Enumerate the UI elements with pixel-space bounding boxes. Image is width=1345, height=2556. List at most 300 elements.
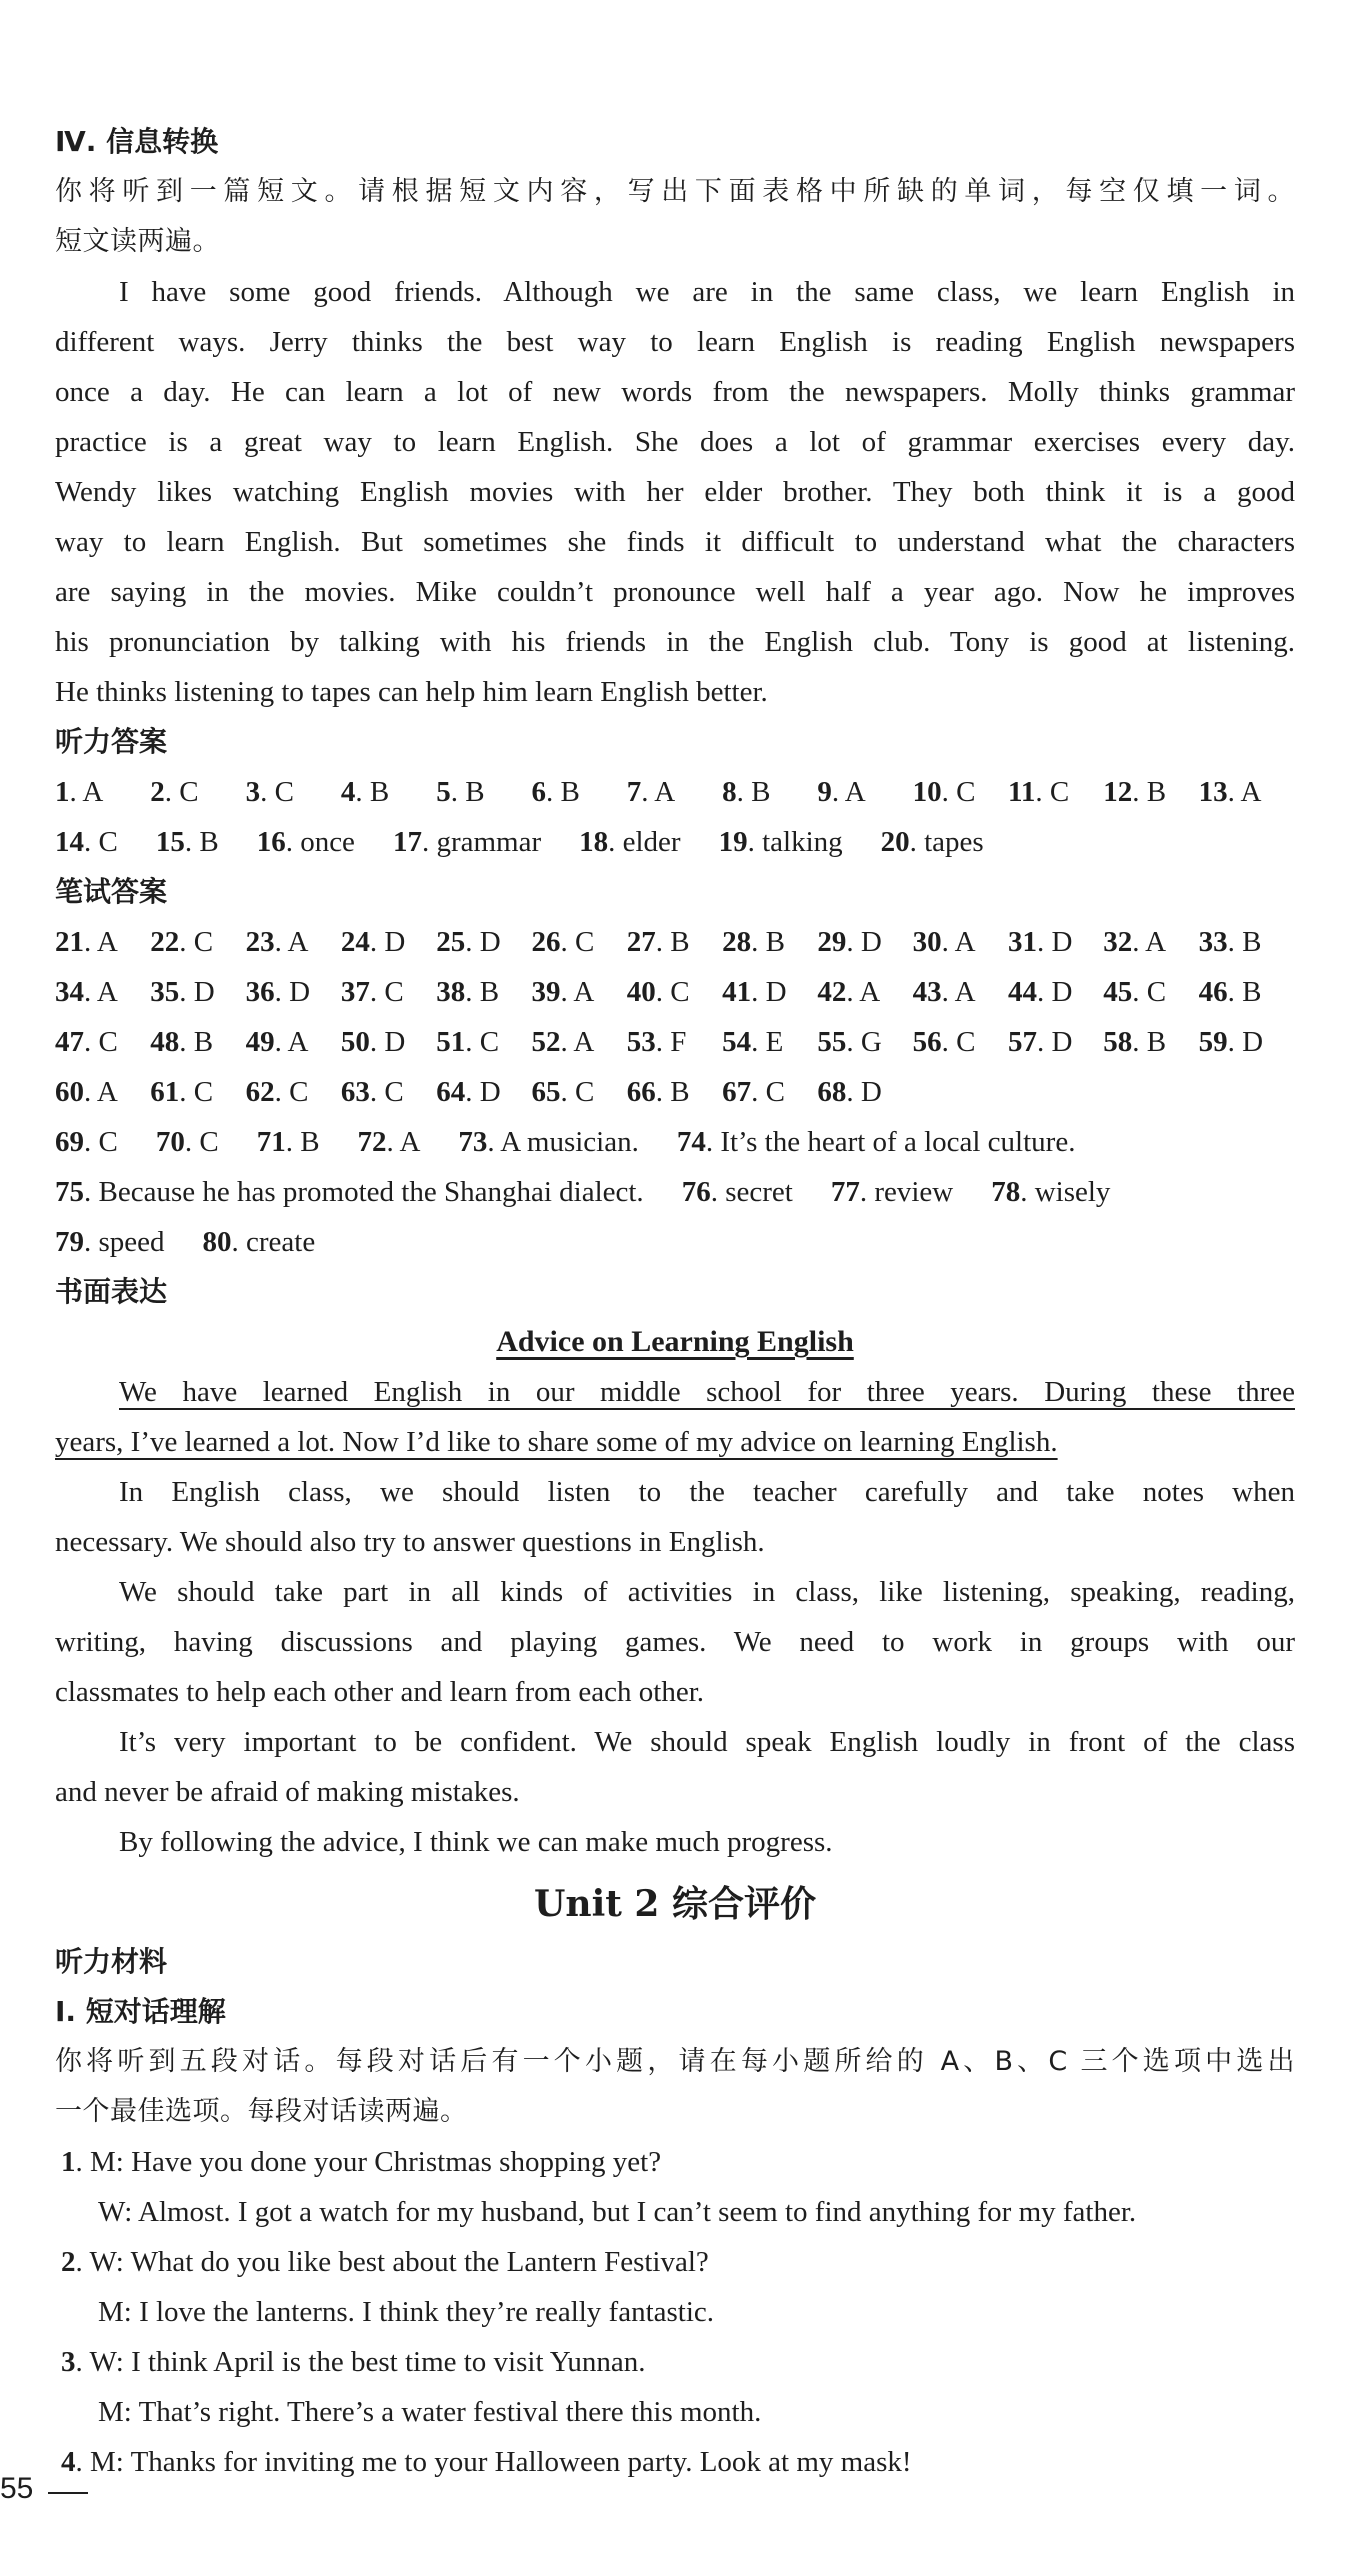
question-number: 73 [458,1126,488,1158]
answer-item [150,917,245,967]
answer-value: elder [622,826,681,858]
answer-item [203,1226,316,1258]
number-separator: . [369,1076,385,1108]
number-separator: . [84,926,97,958]
answer-item [341,917,436,967]
question-number: 54 [722,1026,752,1058]
answer-item [246,967,341,1017]
number-separator: . [184,826,200,858]
dialogue-text: M: Thanks for inviting me to your Halloween party. Look at my mask! [90,2446,912,2478]
answer-item [436,917,531,967]
answer-value: D [860,926,882,958]
answer-value: wisely [1034,1176,1111,1208]
answer-value: C [384,1076,404,1108]
question-number: 20 [880,826,910,858]
answer-value: D [384,1026,406,1058]
answer-value: A [859,976,881,1008]
question-number: 13 [1198,776,1228,808]
instructions-line: 你将听到一篇短文。请根据短文内容，写出下面表格中所缺的单词，每空仅填一词。 [55,176,1295,207]
page-number-dash [48,2492,88,2494]
answer-item [358,1126,421,1158]
question-number: 71 [256,1126,286,1158]
answer-item [881,826,984,858]
number-separator: . [705,1126,721,1158]
essay-line: It’s very important to be confident. We should speak English loudly in front of the class [119,1726,1295,1758]
answer-item [531,767,626,817]
answer-value: B [479,976,500,1008]
number-separator: . [1020,1176,1035,1208]
answer-value: D [289,976,311,1008]
question-number: 59 [1198,1026,1228,1058]
number-separator: . [859,1176,875,1208]
number-separator: . [710,1176,726,1208]
question-number: 62 [245,1076,275,1108]
answer-item [817,767,912,817]
answer-item [341,767,436,817]
instructions-line: 一个最佳选项。每段对话读两遍。 [55,2096,468,2127]
answer-item [722,917,817,967]
number-separator: . [846,926,861,958]
question-number: 77 [830,1176,860,1208]
answer-value: speed [98,1226,165,1258]
answer-item [831,1176,953,1208]
answer-value: B [560,776,580,808]
answer-value: D [193,976,215,1008]
question-number: 70 [155,1126,185,1158]
question-number: 65 [531,1076,561,1108]
answer-value: C [98,1126,118,1158]
number-separator: . [75,2146,90,2178]
answer-item [817,967,912,1017]
answer-item [156,826,219,858]
passage-line: Wendy likes watching English movies with her elder brother. They both think it is a good [55,476,1295,508]
answer-value: secret [725,1176,793,1208]
answer-item [436,1067,531,1117]
answer-value: C [956,776,976,808]
number-separator: . [84,1076,97,1108]
answer-value: B [670,926,690,958]
dialogue-line: W: Almost. I got a watch for my husband, but I can’t seem to find anything for my father. [98,2196,1137,2228]
question-number: 25 [436,926,466,958]
answer-value: A [96,976,118,1008]
answer-item [341,1017,436,1067]
answer-value: A [573,1026,595,1058]
dialogue-line [55,2337,1295,2387]
question-number: 42 [817,976,847,1008]
answer-value: C [98,1026,118,1058]
answer-item [150,767,245,817]
number-separator: . [560,926,575,958]
answer-value: B [300,1126,320,1158]
answer-item [1008,917,1103,967]
essay-title: Advice on Learning English [496,1325,854,1358]
number-separator: . [641,776,655,808]
number-separator: . [285,1126,301,1158]
answer-item [55,826,118,858]
question-number: 39 [531,976,561,1008]
answer-item [436,767,531,817]
answer-value: B [1242,976,1262,1008]
question-number: 34 [55,976,84,1008]
essay-line: We have learned English in our middle school for three years. During these three [119,1376,1295,1408]
essay-line: We should take part in all kinds of activities in class, like listening, speaking, reading, [119,1576,1295,1608]
passage-line: He thinks listening to tapes can help him learn English better. [55,676,768,708]
answer-item [1199,1017,1294,1067]
answer-value: tapes [924,826,984,858]
written-answers-row [55,1217,1295,1267]
question-number: 7 [626,776,642,808]
page-content [55,117,1295,2487]
number-separator: . [274,926,288,958]
essay-line: and never be afraid of making mistakes. [55,1776,520,1808]
answer-value: B [193,1026,214,1058]
answer-value: C [193,926,214,958]
answer-value: C [956,1026,976,1058]
answer-value: C [98,826,118,858]
question-number: 75 [55,1176,84,1208]
essay-line: classmates to help each other and learn from each other. [55,1676,705,1708]
written-answers-grid [55,917,1295,1117]
number-separator: . [751,1026,766,1058]
answer-item [150,1017,245,1067]
answer-value: B [369,776,390,808]
answer-value: B [751,776,771,808]
answer-item [150,967,245,1017]
question-number: 41 [722,976,752,1008]
section-heading: Ⅳ. 信息转换 [55,125,219,158]
question-number: 12 [1103,776,1133,808]
question-number: 56 [912,1026,942,1058]
answer-item [55,967,150,1017]
question-number: 74 [676,1126,706,1158]
written-answers-row [55,1117,1295,1167]
question-number: 40 [626,976,656,1008]
answer-item [1199,967,1294,1017]
answer-value: C [670,976,690,1008]
answer-item [1103,967,1198,1017]
number-separator: . [369,926,385,958]
number-separator: . [1227,1026,1243,1058]
number-separator: . [941,926,955,958]
writing-heading: 书面表达 [55,1275,168,1308]
number-separator: . [909,826,925,858]
answer-item [1008,1017,1103,1067]
answer-item [531,1067,626,1117]
listening-answers-row [55,817,1295,867]
question-number: 68 [817,1076,847,1108]
answer-item [246,1067,341,1117]
answer-item [682,1176,793,1208]
number-separator: . [560,1076,575,1108]
number-separator: . [184,1126,200,1158]
answer-item [722,967,817,1017]
number-separator: . [846,1076,861,1108]
answer-value: A [287,926,309,958]
essay-line: By following the advice, I think we can make much progress. [119,1826,833,1858]
question-number: 66 [626,1076,656,1108]
answer-value: A [96,1076,118,1108]
number-separator: . [545,776,561,808]
answer-value: B [1146,776,1167,808]
number-separator: . [274,1026,288,1058]
answer-item [1199,917,1294,967]
question-number: 5 [436,776,451,808]
number-separator: . [84,1126,99,1158]
question-number: 51 [436,1026,466,1058]
number-separator: . [1227,976,1243,1008]
page-number: 55 [0,2472,34,2505]
answer-value: A musician. [500,1126,639,1158]
number-separator: . [1227,926,1243,958]
answer-item [627,1067,722,1117]
question-number: 57 [1007,1026,1037,1058]
answer-value: D [1051,1026,1073,1058]
answer-item [150,1067,245,1117]
answer-item [55,767,150,817]
number-separator: . [941,976,955,1008]
number-separator: . [1132,926,1146,958]
answer-value: D [1242,1026,1264,1058]
answer-item [55,917,150,967]
answer-item [913,1017,1008,1067]
question-number: 47 [55,1026,84,1058]
answer-value: C [274,776,294,808]
number-separator: . [84,1176,99,1208]
question-number: 53 [626,1026,656,1058]
number-separator: . [1132,776,1147,808]
number-separator: . [231,1226,247,1258]
question-number: 30 [912,926,942,958]
passage-line: way to learn English. But sometimes she finds it difficult to understand what the characters [55,526,1295,558]
answer-item [341,1067,436,1117]
number-separator: . [75,2446,90,2478]
written-answers-row [55,1167,1295,1217]
question-number: 33 [1198,926,1228,958]
number-separator: . [655,1076,671,1108]
number-separator: . [164,776,180,808]
number-separator: . [655,1026,671,1058]
essay-line: necessary. We should also try to answer questions in English. [55,1526,765,1558]
passage-line: I have some good friends. Although we are in the same class, we learn English in [119,276,1295,308]
answer-value: G [860,1026,882,1058]
number-separator: . [1035,776,1050,808]
question-number: 4 [340,776,356,808]
answer-item [55,1067,150,1117]
answer-item [913,767,1008,817]
answer-item [246,767,341,817]
answer-value: B [670,1076,690,1108]
question-number: 18 [579,826,609,858]
question-number: 52 [531,1026,561,1058]
answer-item [913,917,1008,967]
number-separator: . [84,1026,99,1058]
answer-item [1199,767,1294,817]
question-number: 78 [991,1176,1021,1208]
answer-value: once [300,826,355,858]
number-separator: . [1132,1026,1147,1058]
answer-value: C [179,776,199,808]
instructions-line: 你将听到五段对话。每段对话后有一个小题，请在每小题所给的 A、B、C 三个选项中选出 [55,2046,1295,2077]
answer-item [722,767,817,817]
dialogue-text: M: Have you done your Christmas shopping yet? [90,2146,662,2178]
question-number: 11 [1007,776,1036,808]
number-separator: . [179,1026,194,1058]
written-answers-heading: 笔试答案 [55,875,168,908]
question-number: 63 [340,1076,370,1108]
answer-item [458,1126,638,1158]
number-separator: . [846,1026,861,1058]
answer-value: C [193,1076,214,1108]
question-number: 26 [531,926,561,958]
question-number: 23 [245,926,275,958]
question-number: 50 [340,1026,370,1058]
answer-value: C [765,1076,785,1108]
number-separator: . [655,976,671,1008]
number-separator: . [369,1026,385,1058]
answer-value: C [384,976,404,1008]
number-separator: . [75,2246,90,2278]
answer-value: review [874,1176,954,1208]
answer-value: C [289,1076,309,1108]
number-separator: . [84,826,99,858]
answer-value: B [765,926,785,958]
number-separator: . [1036,1026,1052,1058]
question-number: 58 [1103,1026,1133,1058]
answer-item [246,917,341,967]
answer-value: D [1051,926,1073,958]
dialogues [55,2137,1295,2487]
answer-value: C [1146,976,1167,1008]
dialogue-line [55,2137,1295,2187]
answer-value: It’s the heart of a local culture. [720,1126,1076,1158]
answer-item [55,1226,165,1258]
question-number: 35 [150,976,180,1008]
question-number: 2 [150,776,165,808]
answer-value: Because he has promoted the Shanghai dialect. [98,1176,644,1208]
number-separator: . [355,776,370,808]
listening-answers-heading: 听力答案 [55,725,168,758]
answer-value: A [1240,776,1262,808]
number-separator: . [655,926,671,958]
answer-item [627,1017,722,1067]
answer-item [393,826,541,858]
question-number: 72 [357,1126,387,1158]
number-separator: . [274,976,290,1008]
number-separator: . [846,976,860,1008]
dialogue-number: 4 [61,2446,76,2478]
answer-value: D [1051,976,1073,1008]
answer-item [1103,917,1198,967]
question-number: 55 [817,1026,847,1058]
question-number: 32 [1103,926,1133,958]
answer-item [677,1126,1076,1158]
answer-value: A [844,776,866,808]
question-number: 44 [1007,976,1037,1008]
answer-value: D [479,926,501,958]
dialogue-line: M: I love the lanterns. I think they’re really fantastic. [98,2296,715,2328]
answer-item [1008,767,1103,817]
number-separator: . [751,1076,766,1108]
number-separator: . [747,826,763,858]
answer-item [1103,1017,1198,1067]
question-number: 15 [155,826,185,858]
number-separator: . [560,1026,574,1058]
answer-item [436,967,531,1017]
answer-value: D [765,976,787,1008]
answer-value: D [384,926,406,958]
answer-item [579,826,680,858]
question-number: 8 [722,776,737,808]
question-number: 43 [912,976,942,1008]
dialogue-line [55,2237,1295,2287]
number-separator: . [1036,976,1052,1008]
question-number: 36 [245,976,275,1008]
question-number: 22 [150,926,180,958]
dialogue-line [55,2437,1295,2487]
question-number: 61 [150,1076,180,1108]
answer-value: talking [762,826,843,858]
question-number: 46 [1198,976,1228,1008]
number-separator: . [421,826,437,858]
materials-heading: 听力材料 [55,1945,168,1978]
answer-item [55,1017,150,1067]
answer-item [817,1017,912,1067]
number-separator: . [736,776,752,808]
answer-item [991,1176,1110,1208]
question-number: 21 [55,926,84,958]
question-number: 9 [817,776,832,808]
answer-value: B [199,826,219,858]
number-separator: . [260,776,275,808]
question-number: 28 [722,926,752,958]
question-number: 19 [718,826,748,858]
answer-item [627,917,722,967]
instructions-line: 短文读两遍。 [55,226,220,257]
number-separator: . [274,1076,290,1108]
number-separator: . [465,1026,480,1058]
dialogue-text: W: I think April is the best time to visit Yunnan. [89,2346,646,2378]
question-number: 27 [626,926,656,958]
number-separator: . [285,826,301,858]
number-separator: . [465,1076,480,1108]
passage-line: are saying in the movies. Mike couldn’t pronounce well half a year ago. Now he improves [55,576,1295,608]
answer-value: B [465,776,485,808]
answer-item [1103,767,1198,817]
number-separator: . [560,976,574,1008]
passage-line: his pronunciation by talking with his friends in the English club. Tony is good at listening. [55,626,1295,658]
answer-value: B [1146,1026,1167,1058]
answer-value: create [246,1226,316,1258]
answer-item [817,917,912,967]
question-number: 14 [55,826,84,858]
answer-item [55,1176,644,1208]
number-separator: . [608,826,623,858]
question-number: 3 [245,776,261,808]
number-separator: . [84,976,97,1008]
answer-item [722,1017,817,1067]
answer-item [341,967,436,1017]
number-separator: . [751,926,766,958]
dialogue-line: M: That’s right. There’s a water festival there this month. [98,2396,762,2428]
question-number: 17 [392,826,422,858]
number-separator: . [69,776,83,808]
number-separator: . [1036,926,1052,958]
number-separator: . [75,2346,90,2378]
question-number: 48 [150,1026,180,1058]
number-separator: . [179,1076,194,1108]
number-separator: . [487,1126,501,1158]
passage-line: different ways. Jerry thinks the best way to learn English is reading English newspapers [55,326,1295,358]
